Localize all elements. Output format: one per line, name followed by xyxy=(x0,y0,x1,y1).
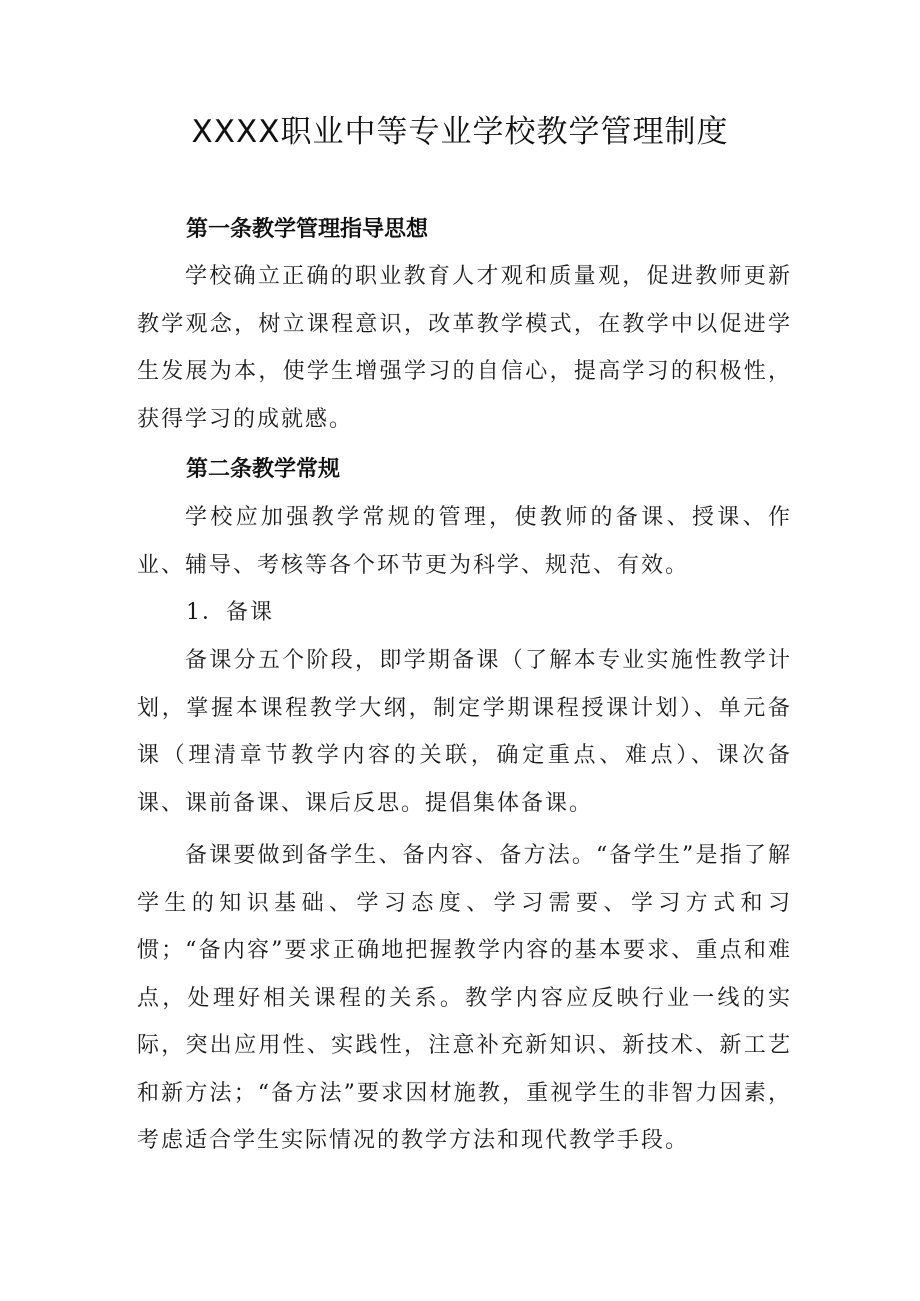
item-1-paragraph-1: 备课分五个阶段，即学期备课（了解本专业实施性教学计划，掌握本课程教学大纲，制定学期课程授课计划）、单元备课（理清章节教学内容的关联，确定重点、难点）、课次备课、课前备课、课后反思。提倡集体备课。 xyxy=(137,648,792,816)
document-title: XXXX职业中等专业学校教学管理制度 xyxy=(191,114,729,150)
item-1-paragraph-2: 备课要做到备学生、备内容、备方法。“备学生”是指了解学生的知识基础、学习态度、学习需要、学习方式和习惯；“备内容”要求正确地把握教学内容的基本要求、重点和难点，处理好相关课程的关系。教学内容应反映行业一线的实际，突出应用性、实践性，注意补充新知识、新技术、新工艺和新方法；“备方法”要求因材施教，重视学生的非智力因素，考虑适合学生实际情况的教学方法和现代教学手段。 xyxy=(137,843,792,1153)
article-1-body: 学校确立正确的职业教育人才观和质量观，促进教师更新教学观念，树立课程意识，改革教学模式，在教学中以促进学生发展为本，使学生增强学习的自信心，提高学习的积极性，获得学习的成就感。 xyxy=(137,264,792,432)
article-2-body: 学校应加强教学常规的管理，使教师的备课、授课、作业、辅导、考核等各个环节更为科学、规范、有效。 xyxy=(137,505,792,578)
article-2-heading: 第二条教学常规 xyxy=(186,457,341,482)
item-1-label: 1．备课 xyxy=(186,600,274,625)
article-1-heading: 第一条教学管理指导思想 xyxy=(186,217,429,242)
